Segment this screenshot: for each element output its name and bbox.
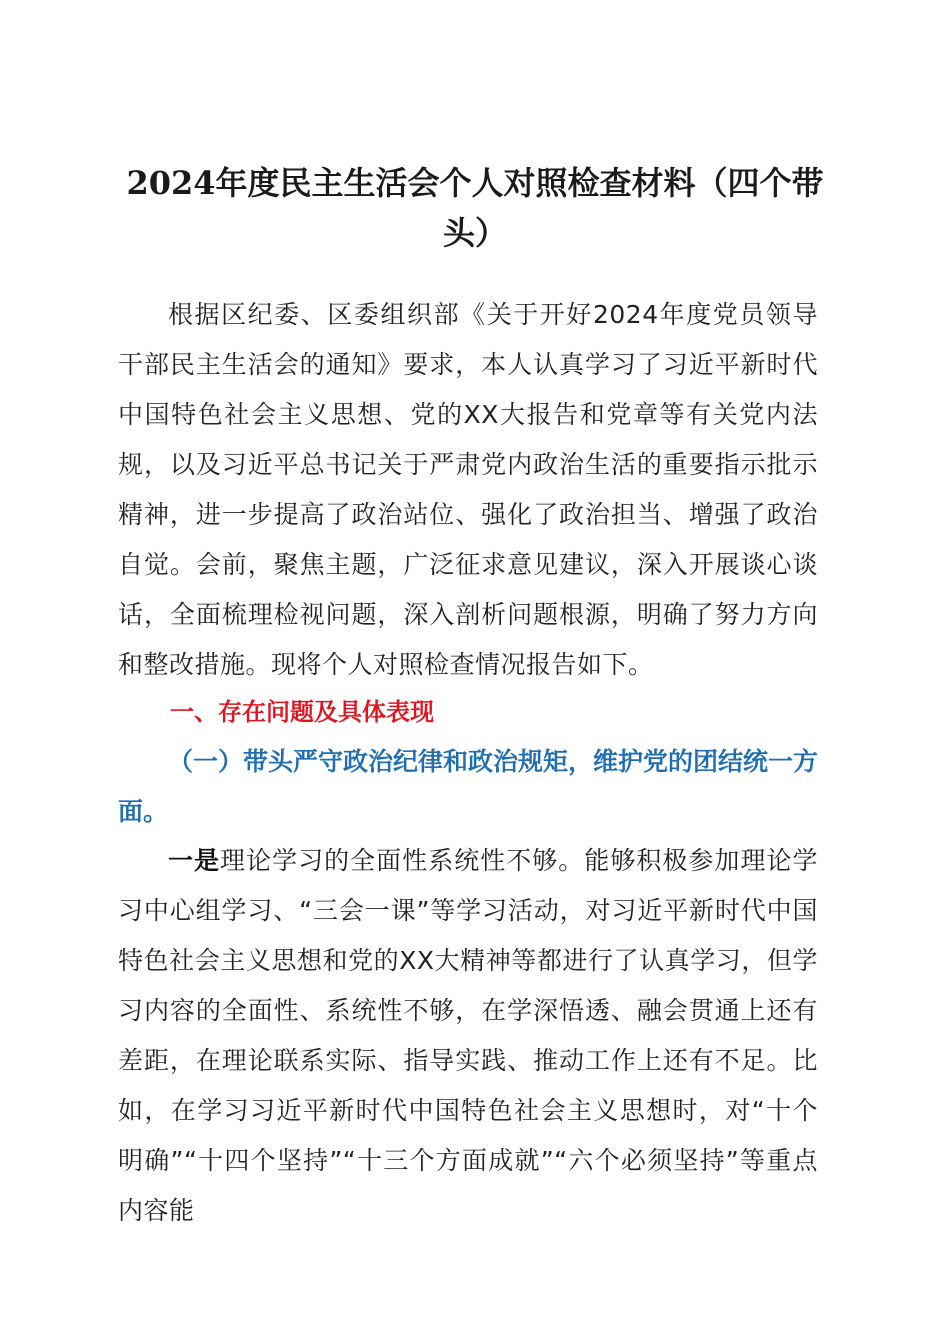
point-lead: 一是 (168, 846, 221, 875)
point-paragraph (118, 836, 818, 1236)
point-text: 理论学习的全面性系统性不够。能够积极参加理论学习中心组学习、“三会一课”等学习活动，对习近平新时代中国特色社会主义思想和党的XX大精神等都进行了认真学习，但学习内容的全面性、系统性不够，在学深悟透、融会贯通上还有差距，在理论联系实际、指导实践、推动工作上还有不足。比如，在学习习近平新时代中国特色社会主义思想时，对“十个明确”“十四个坚持”“十三个方面成就”“六个必须坚持”等重点内容能 (118, 846, 818, 1225)
subsection-heading: （一）带头严守政治纪律和政治规矩，维护党的团结统一方面。 (118, 747, 819, 826)
section-heading: 一、存在问题及具体表现 (170, 698, 434, 726)
document-title: 2024年度民主生活会个人对照检查材料（四个带头） (126, 164, 824, 252)
intro-paragraph: 根据区纪委、区委组织部《关于开好2024年度党员领导干部民主生活会的通知》要求，本人认真学习了习近平新时代中国特色社会主义思想、党的XX大报告和党章等有关党内法规，以及习近平总书记关于严肃党内政治生活的重要指示批示精神，进一步提高了政治站位、强化了政治担当、增强了政治自觉。会前，聚焦主题，广泛征求意见建议，深入开展谈心谈话，全面梳理检视问题，深入剖析问题根源，明确了努力方向和整改措施。现将个人对照检查情况报告如下。 (118, 300, 818, 679)
